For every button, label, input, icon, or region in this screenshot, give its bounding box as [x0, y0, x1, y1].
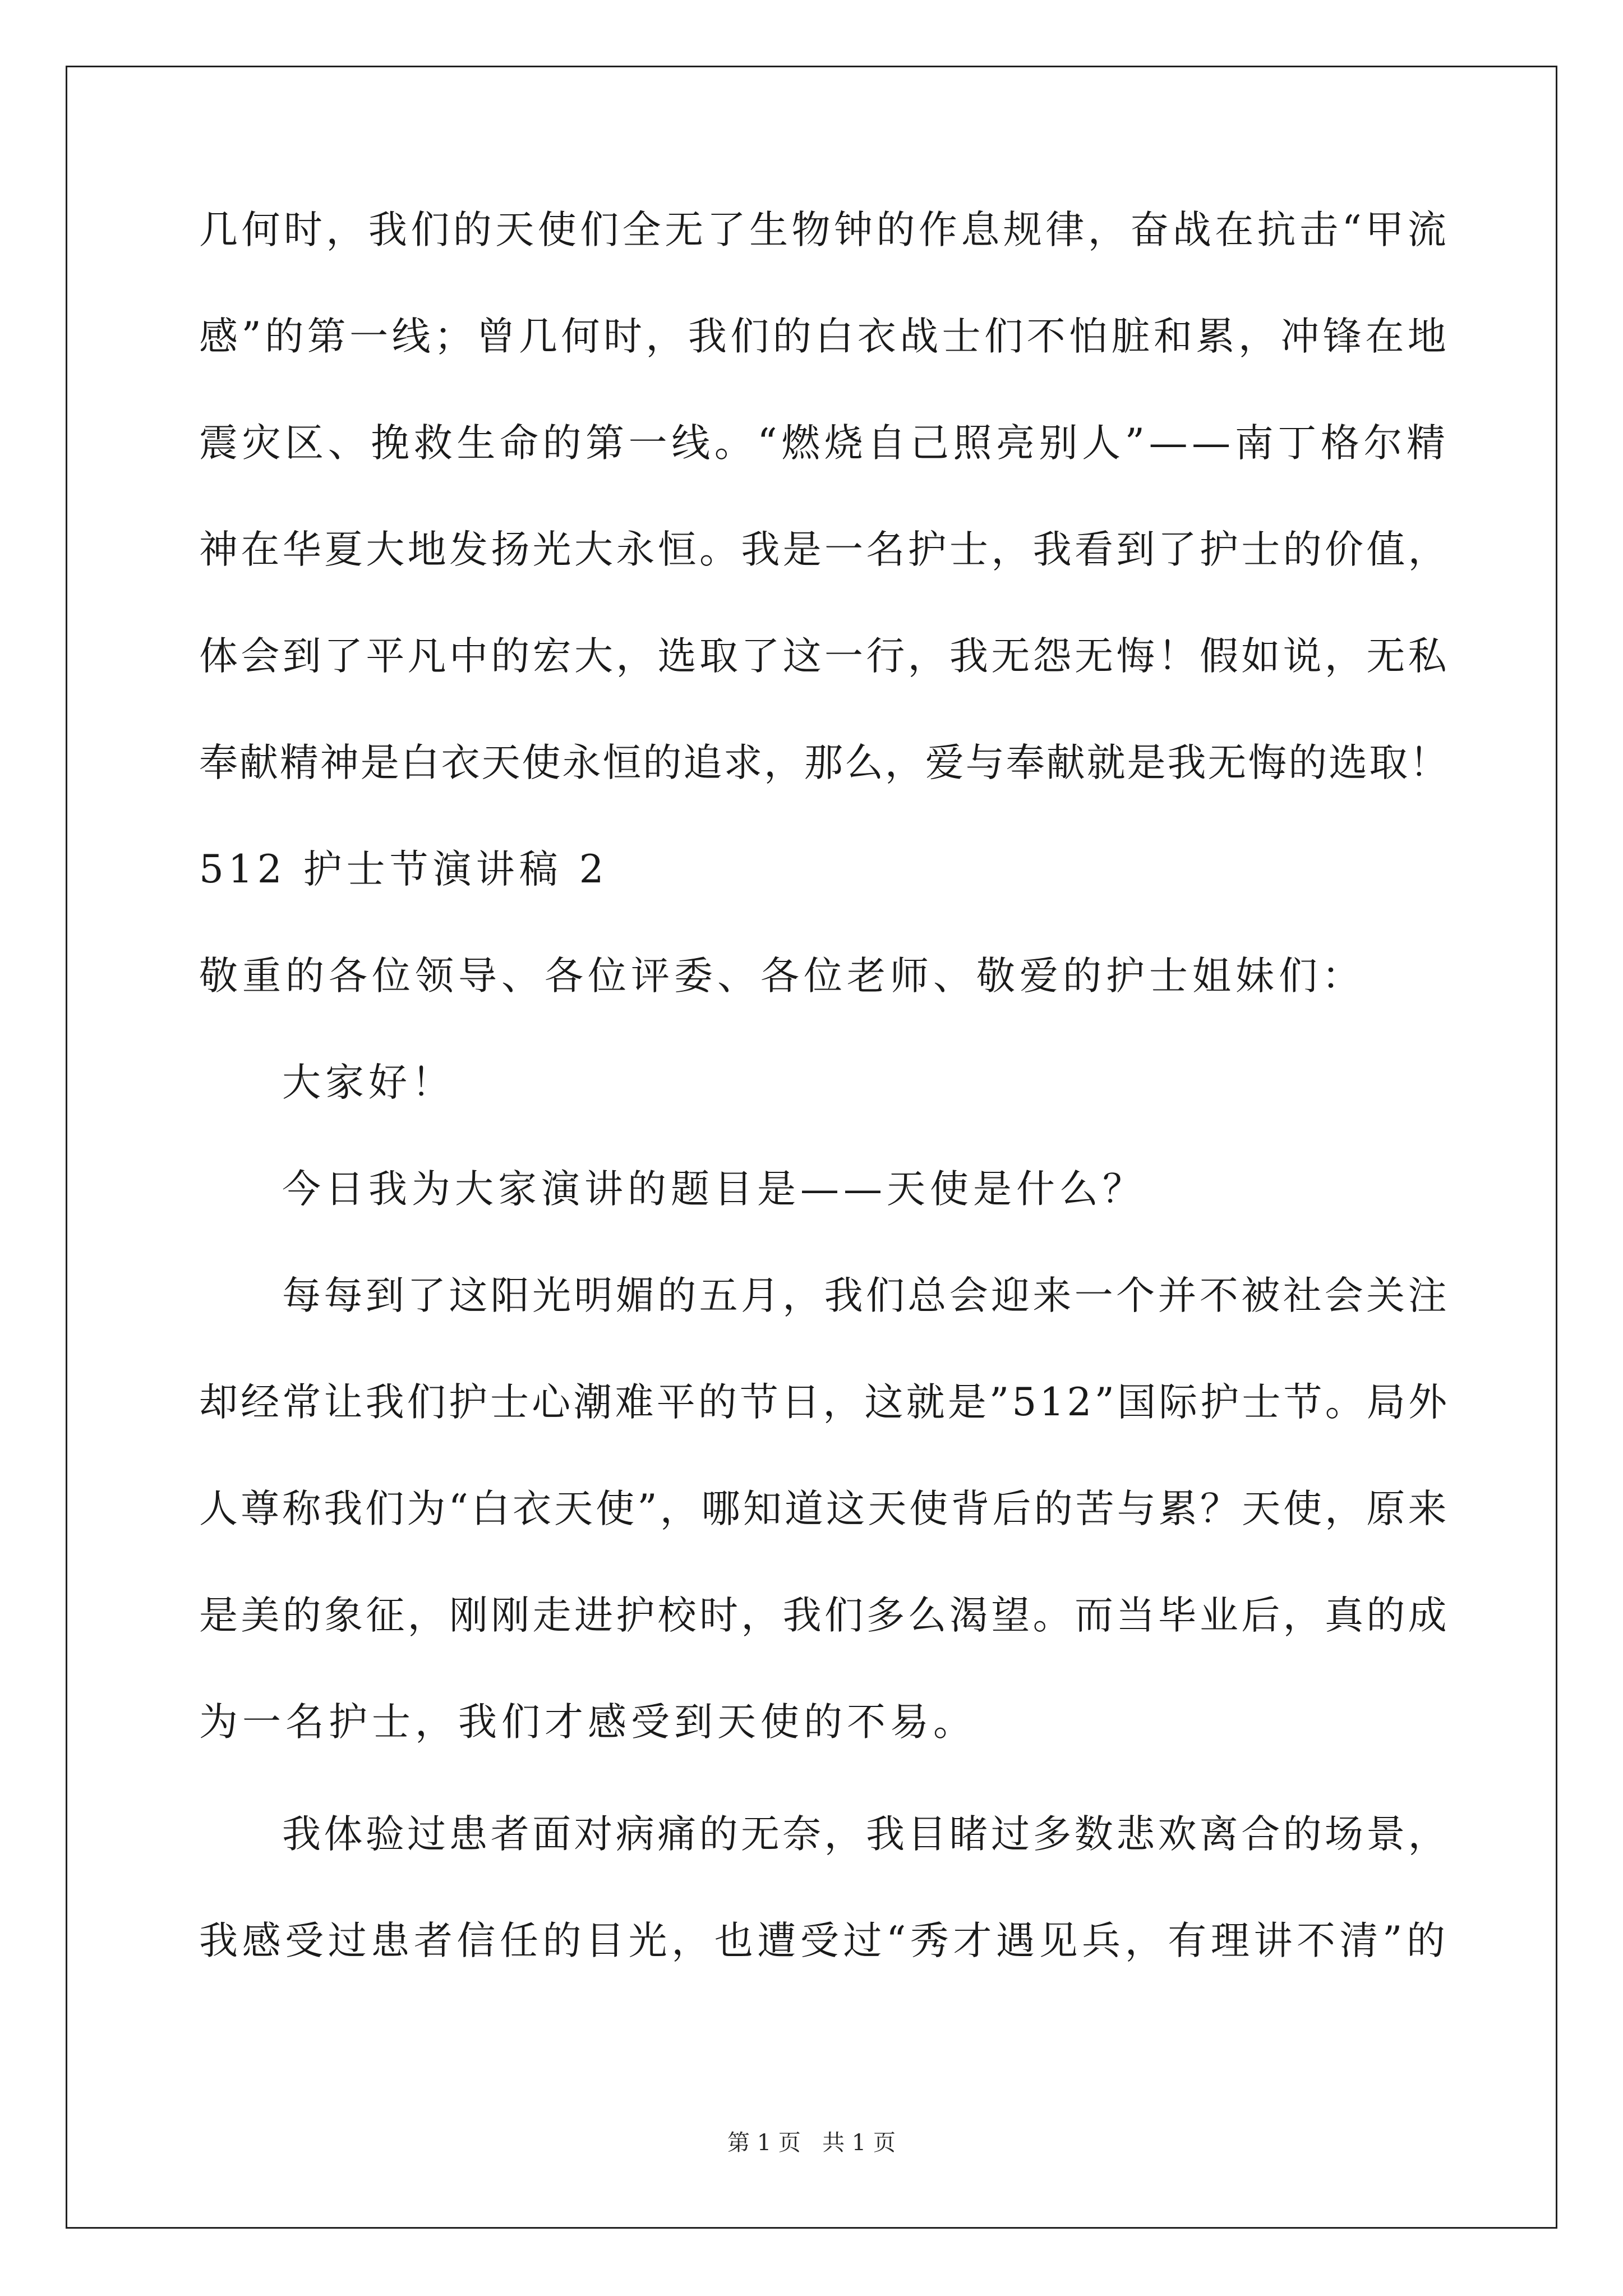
paragraph-line: 我感受过患者信任的目光，也遭受过“秀才遇见兵，有理讲不清”的	[199, 1918, 1450, 1963]
paragraph-line: 却经常让我们护士心潮难平的节日，这就是”512”国际护士节。局外	[199, 1380, 1450, 1425]
paragraph-line: 为一名护士，我们才感受到天使的不易。	[199, 1700, 976, 1745]
paragraph-line: 奉献精神是白衣天使永恒的追求，那么，爱与奉献就是我无悔的选取！	[199, 740, 1450, 785]
paragraph-line: 人尊称我们为“白衣天使”，哪知道这天使背后的苦与累？天使，原来	[199, 1487, 1450, 1531]
salutation: 敬重的各位领导、各位评委、各位老师、敬爱的护士姐妹们：	[199, 954, 1365, 999]
speech-topic: 今日我为大家演讲的题目是——天使是什么？	[282, 1167, 1146, 1212]
paragraph-line: 每每到了这阳光明媚的五月，我们总会迎来一个并不被社会关注	[282, 1273, 1450, 1318]
page-border	[66, 66, 1557, 2229]
paragraph-line: 几何时，我们的天使们全无了生物钟的作息规律，奋战在抗击“甲流	[199, 208, 1450, 252]
paragraph-line: 是美的象征，刚刚走进护校时，我们多么渴望。而当毕业后，真的成	[199, 1593, 1450, 1638]
section-heading: 512 护士节演讲稿 2	[199, 847, 608, 892]
greeting: 大家好！	[282, 1060, 455, 1105]
page-number-footer: 第 1 页 共 1 页	[727, 2130, 896, 2156]
paragraph-line: 体会到了平凡中的宏大，选取了这一行，我无怨无悔！假如说，无私	[199, 634, 1450, 679]
paragraph-line: 我体验过患者面对病痛的无奈，我目睹过多数悲欢离合的场景，	[282, 1812, 1450, 1857]
paragraph-line: 震灾区、挽救生命的第一线。“燃烧自己照亮别人”——南丁格尔精	[199, 421, 1450, 466]
paragraph-line: 感”的第一线；曾几何时，我们的白衣战士们不怕脏和累，冲锋在地	[199, 314, 1450, 359]
paragraph-line: 神在华夏大地发扬光大永恒。我是一名护士，我看到了护士的价值，	[199, 527, 1450, 572]
